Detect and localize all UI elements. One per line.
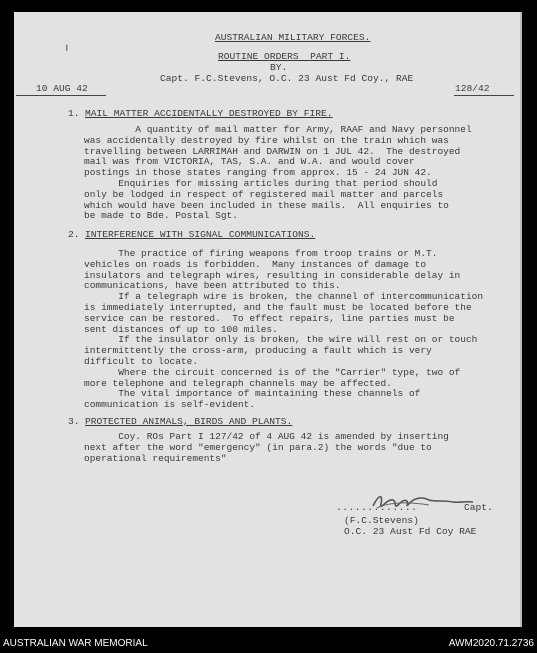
body-line: If the insulator only is broken, the wire will rest on or touch [84,334,478,346]
body-line: next after the word "emergency" (in para.2) the words "due to [84,441,432,453]
order-date: 10 AUG 42 [36,83,88,94]
body-line: communication is self-evident. [84,399,256,411]
section-2-heading: INTERFERENCE WITH SIGNAL COMMUNICATIONS. [85,229,316,240]
body-line: insulators and telegraph wires, resulting in considerable delay in [84,269,461,281]
archive-credit: AUSTRALIAN WAR MEMORIAL [3,638,148,649]
section-3-heading: PROTECTED ANIMALS, BIRDS AND PLANTS. [85,416,293,427]
signature-title: O.C. 23 Aust Fd Coy RAE [344,526,477,537]
section-3-number: 3. [68,416,80,427]
body-line: The practice of firing weapons from troop trains or M.T. [84,248,438,259]
body-line: was accidentally destroyed by fire whilst on the train which was [84,134,449,146]
body-line: postings in those states ranging from approx. 15 - 24 JUN 42. [84,167,432,179]
section-1-heading: MAIL MATTER ACCIDENTALLY DESTROYED BY FIRE. [85,108,333,119]
order-number-rule [454,95,514,96]
body-line: is immediately interrupted, and the fault must be located before the [84,301,472,313]
body-line: The vital importance of maintaining these channels of [84,388,421,400]
accession-number: AWM2020.71.2736 [448,638,534,649]
section-1-body [84,125,472,222]
body-line: only be lodged in respect of registered mail matter and parcels [84,188,444,200]
body-line: A quantity of mail matter for Army, RAAF and Navy personnel [84,124,472,135]
order-number: 128/42 [455,83,490,94]
routine-orders-heading: ROUTINE ORDERS PART I. [218,51,351,62]
by-line: BY. [270,62,288,73]
date-rule [16,95,106,96]
body-line: which would have been included in these mails. All enquiries to [84,199,449,211]
body-line: service can be restored. To effect repairs, line parties must be [84,312,455,324]
body-line: operational requirements" [84,452,227,464]
section-2-number: 2. [68,229,80,240]
body-line: more telephone and telegraph channels may be affected. [84,377,392,389]
body-line: communications, have been attributed to this. [84,280,341,292]
body-line: Enquiries for missing articles during that period should [84,177,438,189]
body-line: difficult to locate. [84,355,199,367]
body-line: sent distances of up to 100 miles. [84,323,278,335]
body-line: If a telegraph wire is broken, the channel of intercommunication [84,291,484,303]
issuer-line: Capt. F.C.Stevens, O.C. 23 Aust Fd Coy., RAE [160,73,414,84]
body-line: Coy. ROs Part I 127/42 of 4 AUG 42 is amended by inserting [84,431,449,442]
organization-heading: AUSTRALIAN MILITARY FORCES. [215,32,371,43]
signature-rank: Capt. [464,502,493,513]
signature-name: (F.C.Stevens) [344,515,419,526]
document-page [14,12,522,627]
body-line: intermittently the cross-arm, producing a fault which is very [84,345,432,357]
body-line: mail was from VICTORIA, TAS, S.A. and W.A. and would cover [84,156,415,168]
section-2-body [84,249,483,411]
body-line: travelling between LARRIMAH and DARWIN on 1 JUL 42. The destroyed [84,145,461,157]
body-line: be made to Bde. Postal Sgt. [84,210,238,222]
section-1-number: 1. [68,108,80,119]
body-line: Where the circuit concerned is of the "Carrier" type, two of [84,366,461,378]
margin-mark: ǀ [64,43,70,54]
body-line: vehicles on roads is forbidden. Many instances of damage to [84,258,427,270]
section-3-body [84,432,449,464]
signature-dots: ............. [336,502,418,513]
